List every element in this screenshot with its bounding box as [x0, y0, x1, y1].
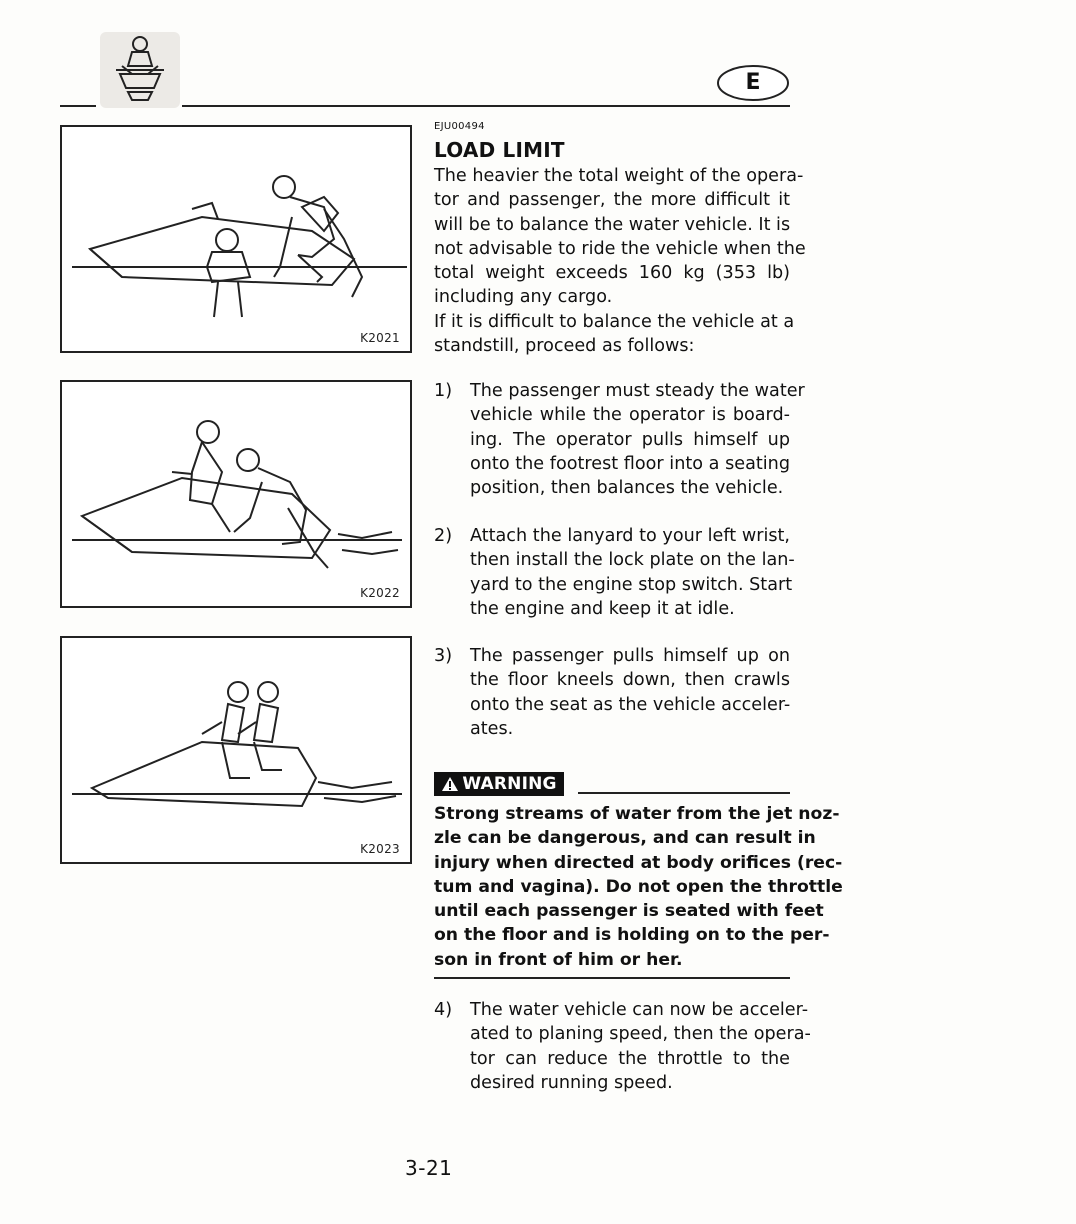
warning-bottom-rule	[434, 977, 790, 979]
figure-passenger-steadying	[60, 380, 412, 608]
header-watercraft-icon	[98, 30, 182, 110]
step-line: The passenger pulls himself up on	[470, 646, 790, 666]
intro-line: The heavier the total weight of the opera-	[434, 166, 804, 186]
step-text	[470, 998, 811, 1095]
step-number: 3)	[434, 646, 453, 666]
warning-line: zle can be dangerous, and can result in	[434, 828, 816, 849]
figure-2-label: K2022	[360, 586, 400, 600]
warning-line: tum and vagina). Do not open the throttle	[434, 876, 843, 897]
step-line: vehicle while the operator is board-	[470, 405, 790, 426]
step-line: desired running speed.	[470, 1072, 673, 1093]
step-line: the floor kneels down, then crawls	[470, 670, 790, 691]
warning-line: on the floor and is holding on to the per-	[434, 925, 830, 946]
step-text	[470, 644, 790, 741]
section-code: EJU00494	[434, 121, 485, 132]
warning-top-rule	[578, 792, 790, 794]
step-text	[470, 379, 805, 500]
language-badge	[716, 64, 790, 102]
warning-line: injury when directed at body orifices (rec-	[434, 852, 843, 873]
intro-line: including any cargo.	[434, 287, 613, 308]
figure-1-label: K2021	[360, 331, 400, 345]
page-number: 3-21	[405, 1156, 453, 1180]
step-line: position, then balances the vehicle.	[470, 478, 784, 499]
warning-badge	[434, 772, 564, 796]
warning-line: son in front of him or her.	[434, 949, 683, 970]
step-line: The water vehicle can now be acceler-	[470, 1000, 809, 1020]
intro-line: total weight exceeds 160 kg (353 lb)	[434, 263, 790, 284]
step-line: Attach the lanyard to your left wrist,	[470, 526, 790, 546]
figure-operator-boarding	[60, 125, 412, 353]
step-2	[434, 524, 795, 622]
figure-2-illustration	[62, 382, 410, 606]
intro-line: If it is difficult to balance the vehicle at a	[434, 311, 795, 332]
language-badge-letter: E	[745, 70, 761, 95]
step-3	[434, 644, 790, 742]
step-line: ing. The operator pulls himself up	[470, 429, 790, 450]
step-line: ates.	[470, 718, 514, 739]
warning-triangle-icon	[441, 776, 459, 792]
warning-line: Strong streams of water from the jet noz-	[434, 804, 840, 824]
step-line: the engine and keep it at idle.	[470, 598, 735, 619]
intro-line: not advisable to ride the vehicle when the	[434, 238, 806, 259]
header-rule-left	[60, 105, 96, 107]
warning-label: WARNING	[462, 774, 557, 794]
figure-passenger-crawling	[60, 636, 412, 864]
step-line: onto the footrest floor into a seating	[470, 453, 790, 474]
warning-text	[434, 802, 843, 972]
intro-line: tor and passenger, the more difficult it	[434, 190, 790, 211]
figure-1-illustration	[62, 127, 410, 351]
step-number: 1)	[434, 381, 453, 401]
step-text	[470, 524, 795, 621]
step-line: The passenger must steady the water	[470, 381, 805, 401]
step-number: 4)	[434, 1000, 453, 1020]
step-line: tor can reduce the throttle to the	[470, 1048, 790, 1069]
section-title: LOAD LIMIT	[434, 138, 565, 162]
figure-3-label: K2023	[360, 842, 400, 856]
step-line: yard to the engine stop switch. Start	[470, 574, 793, 595]
step-1	[434, 379, 805, 501]
step-line: onto the seat as the vehicle acceler-	[470, 694, 791, 715]
step-line: then install the lock plate on the lan-	[470, 550, 795, 571]
figure-3-illustration	[62, 638, 410, 862]
step-number: 2)	[434, 526, 453, 546]
intro-paragraph	[434, 164, 806, 358]
step-4	[434, 998, 811, 1096]
header-rule-right	[182, 105, 790, 107]
intro-line: will be to balance the water vehicle. It is	[434, 214, 791, 235]
step-line: ated to planing speed, then the opera-	[470, 1024, 811, 1045]
intro-line: standstill, proceed as follows:	[434, 336, 695, 357]
warning-line: until each passenger is seated with feet	[434, 901, 824, 922]
